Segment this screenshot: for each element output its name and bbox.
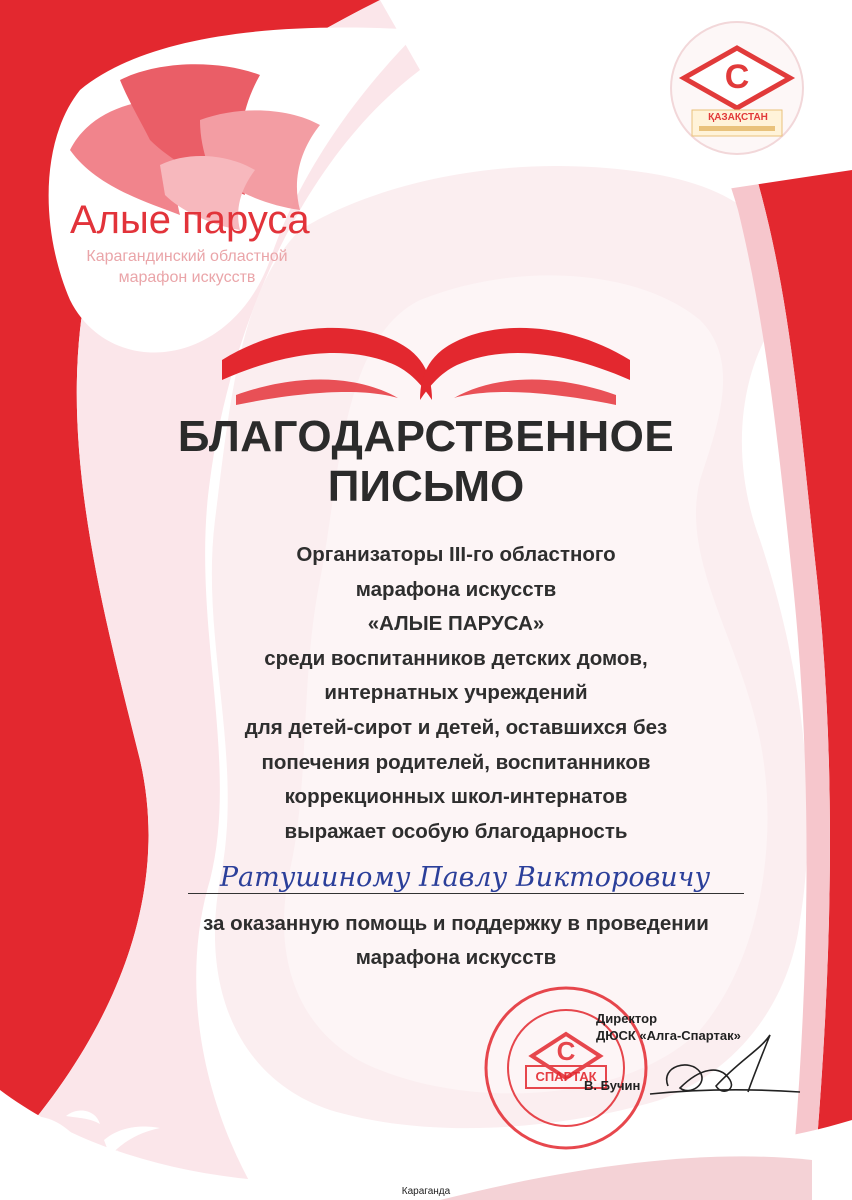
body-line: для детей-сирот и детей, оставшихся без [244,715,668,739]
logo-subtitle [62,246,312,288]
logo-title: Алые паруса [70,198,310,242]
body-line: коррекционных школ-интернатов [284,785,628,809]
document-title-line1: БЛАГОДАРСТВЕННОЕ [177,412,675,461]
signatory-name: В. Бучин [584,1078,641,1093]
closing-text [120,907,792,975]
logo-subtitle-line2: марафон искусств [118,269,256,286]
body-line: интернатных учреждений [324,681,588,705]
signatory-title [596,1010,741,1044]
document-title-line2: ПИСЬМО [327,462,525,511]
footer-city: Караганда [401,1186,451,1197]
recipient-name: Ратушиному Павлу Викторовичу [219,862,711,893]
stamp-letter: С [556,1036,576,1066]
signatory-title-line1: Директор [596,1011,658,1026]
certificate-body [150,538,762,849]
logo-subtitle-line1: Карагандинский областной [86,248,288,265]
signatory-title-line2: ДЮСК «Алга-Спартак» [596,1028,741,1043]
body-line: выражает особую благодарность [284,819,628,843]
body-line: попечения родителей, воспитанников [261,750,651,774]
recipient-underline [188,893,744,894]
emblem-letter: С [724,58,750,96]
body-line: «АЛЫЕ ПАРУСА» [367,612,545,636]
stamp-center-text: СПАРТАК [535,1069,597,1084]
emblem-country: ҚАЗАҚСТАН [708,112,768,123]
body-line: Организаторы III-го областного [296,543,616,566]
body-line: марафона искусств [355,577,557,601]
closing-line1: за оказанную помощь и поддержку в проведении [203,912,709,935]
closing-line2: марафона искусств [355,946,557,969]
body-line: среди воспитанников детских домов, [264,646,648,670]
